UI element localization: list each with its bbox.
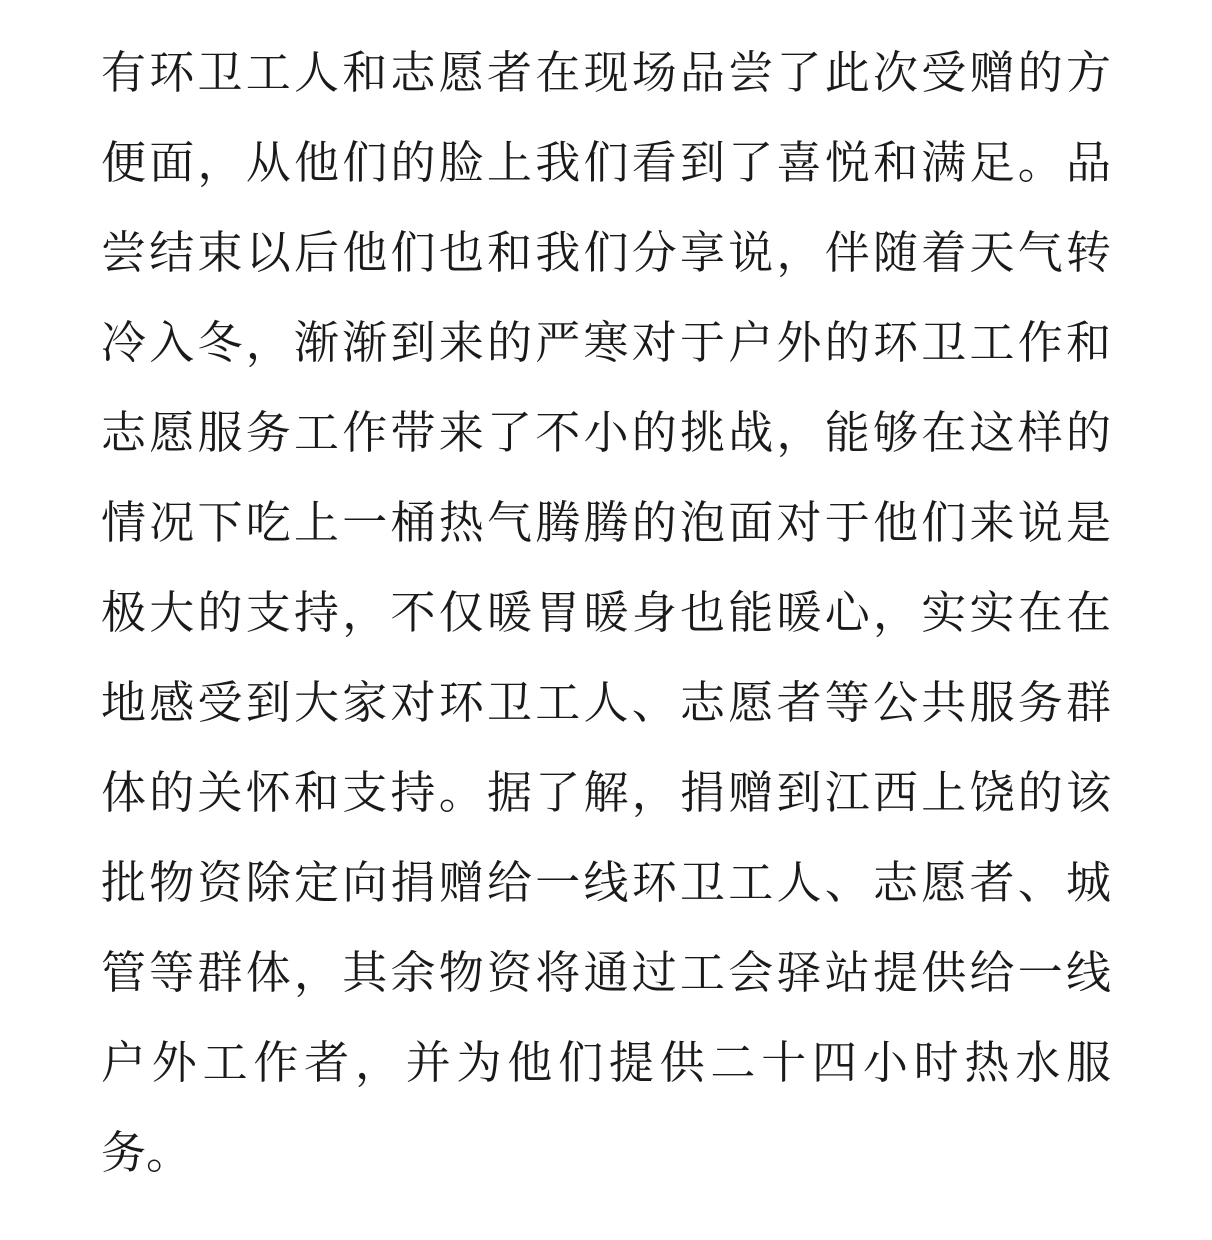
paragraph-line-1: 有环卫工人和志愿者在现场品尝了此次受赠的方 xyxy=(101,46,1111,99)
paragraph-line-8: 地感受到大家对环卫工人、志愿者等公共服务群 xyxy=(101,676,1111,729)
paragraph-line-9: 体的关怀和支持。据了解，捐赠到江西上饶的该 xyxy=(101,766,1111,819)
paragraph-line-11: 管等群体，其余物资将通过工会驿站提供给一线 xyxy=(101,946,1111,999)
paragraph-line-4: 冷入冬，渐渐到来的严寒对于户外的环卫工作和 xyxy=(101,316,1111,369)
paragraph-line-6: 情况下吃上一桶热气腾腾的泡面对于他们来说是 xyxy=(101,496,1111,549)
paragraph-line-5: 志愿服务工作带来了不小的挑战，能够在这样的 xyxy=(101,406,1111,459)
paragraph-line-10: 批物资除定向捐赠给一线环卫工人、志愿者、城 xyxy=(101,856,1111,909)
paragraph-line-2: 便面，从他们的脸上我们看到了喜悦和满足。品 xyxy=(101,136,1111,189)
paragraph-line-7: 极大的支持，不仅暖胃暖身也能暖心，实实在在 xyxy=(101,586,1111,639)
paragraph-line-13: 务。 xyxy=(101,1126,192,1179)
article-body xyxy=(101,37,1111,1207)
paragraph-line-12: 户外工作者，并为他们提供二十四小时热水服 xyxy=(101,1036,1111,1089)
paragraph-line-3: 尝结束以后他们也和我们分享说，伴随着天气转 xyxy=(101,226,1111,279)
